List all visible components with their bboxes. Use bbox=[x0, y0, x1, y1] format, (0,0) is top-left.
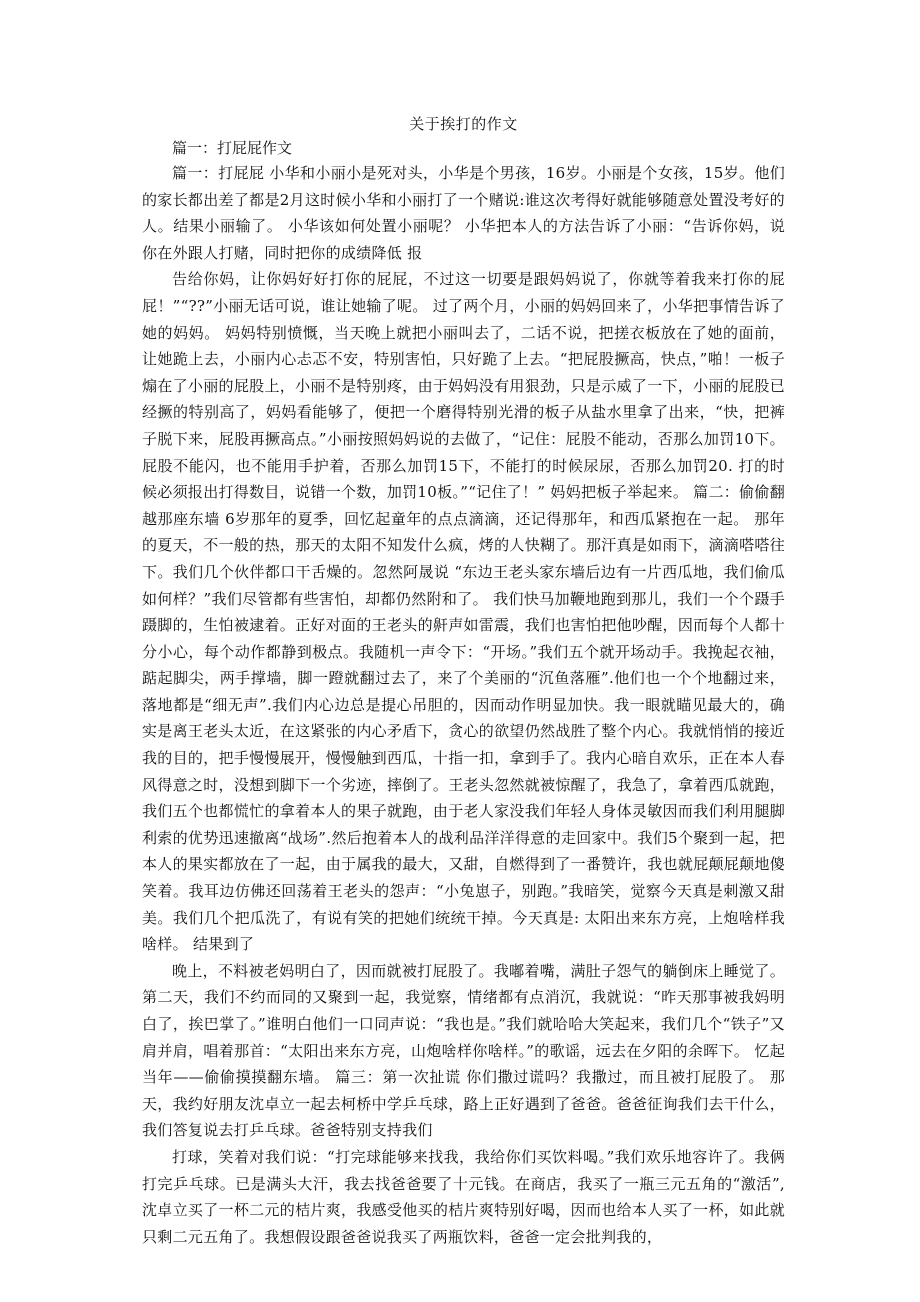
paragraph-3: 晚上，不料被老妈明白了，因而就被打屁股了。我嘟着嘴，满肚子怨气的躺倒床上睡觉了。 第二天，我们不约而同的又聚到一起，我觉察，情绪都有点消沉，我就说：“昨天那事被我妈明白了，挨巴掌了。”谁明白他们一口同声说：“我也是。”我们就哈哈大笑起来，我们几个“铁子”又肩并肩，唱着那首：“太阳出来东方亮，山炮啥样你啥样。”的歌谣，远去在夕阳的余晖下。 忆起当年——偷偷摸摸翻东墙。 篇三：第一次扯谎 你们撒过谎吗？我撒过，而且被打屁股了。 那天，我约好朋友沈卓立一起去柯桥中学乒乓球，路上正好遇到了爸爸。爸爸征询我们去干什么，我们答复说去打乒乓球。爸爸特别支持我们 bbox=[142, 961, 785, 1140]
document-title: 关于挨打的作文 bbox=[409, 115, 518, 133]
paragraph-1: 篇一：打屁屁 小华和小丽小是死对头，小华是个男孩，16岁。小丽是个女孩，15岁。他们的家长都出差了都是2月这时候小华和小丽打了一个赌说:谁这次考得好就能够随意处置没考好的人。结果小丽输了。 小华该如何处置小丽呢？ 小华把本人的方法告诉了小丽：“告诉你妈，说你在外跟人打赌，同时把你的成绩降低 报 bbox=[142, 164, 785, 262]
section-heading: 篇一：打屁屁作文 bbox=[172, 139, 293, 157]
paragraph-4: 打球，笑着对我们说：“打完球能够来找我，我给你们买饮料喝。”我们欢乐地容许了。我俩打完乒乓球。已是满头大汗，我去找爸爸要了十元钱。在商店，我买了一瓶三元五角的“激活”,沈卓立买了一杯二元的桔片爽，我感受他买的桔片爽特别好喝，因而也给本人买了一杯，如此就只剩二元五角了。我想假设跟爸爸说我买了两瓶饮料，爸爸一定会批判我的， bbox=[142, 1147, 785, 1246]
document-page bbox=[142, 0, 785, 1250]
paragraph-2: 告给你妈，让你妈好好打你的屁屁，不过这一切要是跟妈妈说了，你就等着我来打你的屁屁！”“??”小丽无话可说，谁让她输了呢。 过了两个月，小丽的妈妈回来了，小华把事情告诉了她的妈妈。 妈妈特别愤慨，当天晚上就把小丽叫去了，二话不说，把搓衣板放在了她的面前，让她跪上去，小丽内心忐忑不安，特别害怕，只好跪了上去。“把屁股撅高，快点，”啪！一板子煽在了小丽的屁股上，小丽不是特别疼，由于妈妈没有用狠劲，只是示威了一下，小丽的屁股已经撅的特别高了，妈妈看能够了，便把一个磨得特别光滑的板子从盐水里拿了出来，“快，把裤子脱下来，屁股再撅高点。”小丽按照妈妈说的去做了，“记住：屁股不能动，否那么加罚10下。屁股不能闪，也不能用手护着，否那么加罚15下，不能打的时候尿尿，否那么加罚20. 打的时候必须报出打得数目，说错一个数，加罚10板。”“记住了！” 妈妈把板子举起来。 篇二：偷偷翻越那座东墙 6岁那年的夏季，回忆起童年的点点滴滴，还记得那年，和西瓜紧抱在一起。 那年的夏天，不一般的热，那天的太阳不知发什么疯，烤的人快糊了。那汗真是如雨下，滴滴嗒嗒往下。我们几个伙伴都口干舌燥的。忽然阿晟说 “东边王老头家东墙后边有一片西瓜地，我们偷瓜如何样？”我们尽管都有些害怕，却都仍然附和了。 我们快马加鞭地跑到那儿，我们一个个蹑手蹑脚的，生怕被逮着。正好对面的王老头的鼾声如雷震，我们也害怕把他吵醒，因而每个人都十分小心，每个动作都静到极点。我随机一声令下：“开场。”我们五个就开场动手。我挽起衣袖，踮起脚尖，两手撑墙，脚一蹬就翻过去了，来了个美丽的“沉鱼落雁”.他们也一个个地翻过来，落地都是“细无声”.我们内心边总是提心吊胆的，因而动作明显加快。我一眼就瞄见最大的，确实是离王老头太近，在这紧张的内心矛盾下，贪心的欲望仍然战胜了整个内心。我就悄悄的接近我的目的，把手慢慢展开，慢慢触到西瓜，十指一扣，拿到手了。我内心暗自欢乐，正在本人春风得意之时，没想到脚下一个劣迹，摔倒了。王老头忽然就被惊醒了，我急了，拿着西瓜就跑，我们五个也都慌忙的拿着本人的果子就跑，由于老人家没我们年轻人身体灵敏因而我们利用腿脚利索的优势迅速撤离“战场”.然后抱着本人的战利品洋洋得意的走回家中。我们5个聚到一起，把本人的果实都放在了一起，由于属我的最大，又甜，自燃得到了一番赞许，我也就屁颠屁颠地傻笑着。我耳边仿佛还回荡着王老头的怨声：“小兔崽子，别跑。”我暗笑，觉察今天真是刺激又甜美。我们几个把瓜洗了，有说有笑的把她们统统干掉。今天真是: 太阳出来东方亮，上炮啥样我啥样。 结果到了 bbox=[142, 270, 785, 954]
